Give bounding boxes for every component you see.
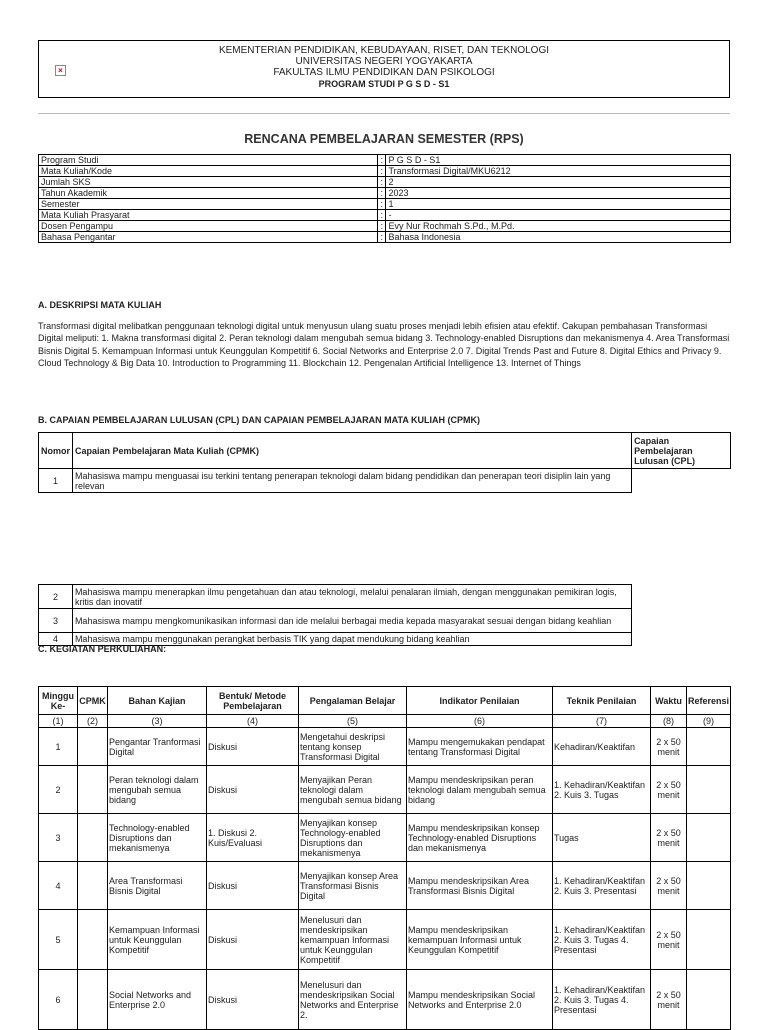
indikator-cell: Mampu mengemukakan pendapat tentang Transformasi Digital — [407, 728, 553, 766]
cpmk-text: Mahasiswa mampu menguasai isu terkini tentang penerapan teknologi dalam bidang pendidikan dan penerapan teori disiplin lain yang relevan — [73, 469, 632, 493]
waktu-cell: 2 x 50 menit — [651, 766, 687, 814]
week-number: 6 — [39, 970, 78, 1030]
info-value: Transformasi Digital/MKU6212 — [386, 166, 731, 177]
indikator-cell: Mampu mendeskripsikan peran teknologi dalam mengubah semua bidang — [407, 766, 553, 814]
info-separator: : — [378, 177, 386, 188]
program-name: PROGRAM STUDI P G S D - S1 — [318, 79, 450, 89]
referensi-cell — [687, 766, 731, 814]
indikator-cell: Mampu mendeskripsikan Social Networks and Enterprise 2.0 — [407, 970, 553, 1030]
cpmk-text: Mahasiswa mampu menerapkan ilmu pengetahuan dan atau teknologi, melalui penalaran ilmiah, dengan menggunakan pemikiran logis, kritis dan inovatif — [72, 585, 631, 609]
info-row — [39, 188, 731, 199]
metode-cell: 1. Diskusi 2. Kuis/Evaluasi — [207, 814, 299, 862]
col-number: (6) — [407, 715, 553, 728]
col-indikator: Indikator Penilaian — [407, 687, 553, 715]
info-row — [39, 155, 731, 166]
pengalaman-cell: Mengetahui deskripsi tentang konsep Transformasi Digital — [299, 728, 407, 766]
bahan-kajian-cell: Area Transformasi Bisnis Digital — [108, 862, 207, 910]
institution-header — [38, 40, 730, 98]
cpmk-number: 2 — [39, 585, 73, 609]
cpmk-text: Mahasiswa mampu menggunakan perangkat berbasis TIK yang dapat mendukung bidang keahlian — [72, 633, 631, 646]
week-number: 4 — [39, 862, 78, 910]
course-info-table — [38, 154, 731, 243]
referensi-cell — [687, 970, 731, 1030]
col-number: (4) — [207, 715, 299, 728]
week-number: 5 — [39, 910, 78, 970]
indikator-cell: Mampu mendeskripsikan kemampuan Informasi untuk Keunggulan Kompetitif — [407, 910, 553, 970]
info-value: Bahasa Indonesia — [386, 232, 731, 243]
activity-row — [39, 766, 731, 814]
metode-cell: Diskusi — [207, 862, 299, 910]
col-pengalaman: Pengalaman Belajar — [299, 687, 407, 715]
activity-row — [39, 862, 731, 910]
indikator-cell: Mampu mendeskripsikan Area Transformasi Bisnis Digital — [407, 862, 553, 910]
col-cpl: Capaian Pembelajaran Lulusan (CPL) — [632, 433, 731, 469]
info-separator: : — [378, 166, 386, 177]
col-number: (8) — [651, 715, 687, 728]
info-row — [39, 221, 731, 232]
info-value: P G S D - S1 — [386, 155, 731, 166]
info-label: Jumlah SKS — [39, 177, 378, 188]
metode-cell: Diskusi — [207, 766, 299, 814]
cpmk-number: 4 — [39, 633, 73, 646]
col-number: (9) — [687, 715, 731, 728]
university-name: UNIVERSITAS NEGERI YOGYAKARTA — [295, 56, 473, 67]
waktu-cell: 2 x 50 menit — [651, 970, 687, 1030]
cpmk-row — [39, 469, 731, 493]
activities-header-row — [39, 687, 731, 715]
referensi-cell — [687, 814, 731, 862]
referensi-cell — [687, 728, 731, 766]
col-number: (3) — [108, 715, 207, 728]
info-value: 2023 — [386, 188, 731, 199]
cpmk-cell — [78, 862, 108, 910]
cpmk-row — [39, 585, 632, 609]
teknik-cell: 1. Kehadiran/Keaktifan 2. Kuis 3. Tugas — [553, 766, 651, 814]
info-value: 2 — [386, 177, 731, 188]
teknik-cell: 1. Kehadiran/Keaktifan 2. Kuis 3. Presentasi — [553, 862, 651, 910]
col-number: (2) — [78, 715, 108, 728]
section-a-heading: A. DESKRIPSI MATA KULIAH — [38, 300, 162, 310]
bahan-kajian-cell: Social Networks and Enterprise 2.0 — [108, 970, 207, 1030]
cpmk-text: Mahasiswa mampu mengkomunikasikan informasi dan ide melalui berbagai media kepada masyarakat sesuai dengan bidang keahlian — [72, 609, 631, 633]
col-metode: Bentuk/ Metode Pembelajaran — [207, 687, 299, 715]
divider — [38, 113, 730, 114]
col-number: (7) — [553, 715, 651, 728]
teknik-cell: 1. Kehadiran/Keaktifan 2. Kuis 3. Tugas 4. Presentasi — [553, 910, 651, 970]
col-number: (5) — [299, 715, 407, 728]
course-description: Transformasi digital melibatkan penggunaan teknologi digital untuk menyusun ulang suatu proses menjadi lebih efisien atau efektif. Cakupan pembahasan Transformasi Digital meliputi: 1. Makna transformasi digital 2. Peran teknologi dalam mengubah semua bidang 3. Technology-enabled Disruptions dan mekanismenya 4. Area Transformasi Bisnis Digital 5. Kemampuan Informasi untuk Keunggulan Kompetitif 6. Social Networks and Enterprise 2.0 7. Digital Trends Past and Future 8. Digital Ethics and Privacy 9. Cloud Technology & Big Data 10. Introduction to Programming 11. Blockchain 12. Pengenalan Artificial Intelligence 13. Internet of Things — [38, 321, 730, 368]
waktu-cell: 2 x 50 menit — [651, 728, 687, 766]
info-label: Dosen Pengampu — [39, 221, 378, 232]
document-title: RENCANA PEMBELAJARAN SEMESTER (RPS) — [244, 132, 524, 146]
activity-row — [39, 910, 731, 970]
col-cpmk: Capaian Pembelajaran Mata Kuliah (CPMK) — [73, 433, 632, 469]
info-value: 1 — [386, 199, 731, 210]
activity-row — [39, 728, 731, 766]
activity-row — [39, 970, 731, 1030]
pengalaman-cell: Menelusuri dan mendeskripsikan Social Networks and Enterprise 2. — [299, 970, 407, 1030]
info-label: Program Studi — [39, 155, 378, 166]
week-number: 2 — [39, 766, 78, 814]
cpmk-row — [39, 609, 632, 633]
metode-cell: Diskusi — [207, 970, 299, 1030]
activities-table — [38, 686, 731, 1030]
cpmk-cell — [78, 970, 108, 1030]
info-separator: : — [378, 199, 386, 210]
metode-cell: Diskusi — [207, 910, 299, 970]
cpmk-number: 3 — [39, 609, 73, 633]
info-separator: : — [378, 210, 386, 221]
cpmk-header-row — [39, 433, 731, 469]
bahan-kajian-cell: Peran teknologi dalam mengubah semua bidang — [108, 766, 207, 814]
metode-cell: Diskusi — [207, 728, 299, 766]
week-number: 1 — [39, 728, 78, 766]
info-label: Bahasa Pengantar — [39, 232, 378, 243]
waktu-cell: 2 x 50 menit — [651, 814, 687, 862]
col-cpmk: CPMK — [78, 687, 108, 715]
cpmk-number: 1 — [39, 469, 73, 493]
teknik-cell: Tugas — [553, 814, 651, 862]
info-separator: : — [378, 232, 386, 243]
col-teknik: Teknik Penilaian — [553, 687, 651, 715]
pengalaman-cell: Menyajikan Peran teknologi dalam mengubah semua bidang — [299, 766, 407, 814]
ministry-name: KEMENTERIAN PENDIDIKAN, KEBUDAYAAN, RISET, DAN TEKNOLOGI — [218, 45, 550, 56]
col-minggu: Minggu Ke- — [39, 687, 78, 715]
info-separator: : — [378, 188, 386, 199]
info-row — [39, 232, 731, 243]
waktu-cell: 2 x 50 menit — [651, 910, 687, 970]
referensi-cell — [687, 862, 731, 910]
bahan-kajian-cell: Kemampuan Informasi untuk Keunggulan Kompetitif — [108, 910, 207, 970]
activity-row — [39, 814, 731, 862]
info-separator: : — [378, 221, 386, 232]
info-row — [39, 199, 731, 210]
info-row — [39, 210, 731, 221]
cpmk-cell — [78, 910, 108, 970]
col-waktu: Waktu — [651, 687, 687, 715]
waktu-cell: 2 x 50 menit — [651, 862, 687, 910]
info-separator: : — [378, 155, 386, 166]
activities-number-row — [39, 715, 731, 728]
info-label: Mata Kuliah Prasyarat — [39, 210, 378, 221]
bahan-kajian-cell: Technology-enabled Disruptions dan mekanismenya — [108, 814, 207, 862]
cpmk-cell — [78, 728, 108, 766]
info-row — [39, 177, 731, 188]
info-label: Semester — [39, 199, 378, 210]
week-number: 3 — [39, 814, 78, 862]
col-nomor: Nomor — [39, 433, 73, 469]
cpmk-cell — [78, 766, 108, 814]
broken-image-icon: × — [55, 65, 66, 76]
info-value: Evy Nur Rochmah S.Pd., M.Pd. — [386, 221, 731, 232]
referensi-cell — [687, 910, 731, 970]
col-number: (1) — [39, 715, 78, 728]
indikator-cell: Mampu mendeskripsikan konsep Technology-enabled Disruptions dan mekanismenya — [407, 814, 553, 862]
pengalaman-cell: Menyajikan konsep Technology-enabled Disruptions dan mekanismenya — [299, 814, 407, 862]
bahan-kajian-cell: Pengantar Tranformasi Digital — [108, 728, 207, 766]
cpl-empty — [632, 469, 731, 493]
info-row — [39, 166, 731, 177]
section-c-heading: C. KEGIATAN PERKULIAHAN: — [38, 644, 167, 654]
teknik-cell: Kehadiran/Keaktifan — [553, 728, 651, 766]
pengalaman-cell: Menyajikan konsep Area Transformasi Bisnis Digital — [299, 862, 407, 910]
info-label: Mata Kuliah/Kode — [39, 166, 378, 177]
cpmk-cell — [78, 814, 108, 862]
cpmk-table — [38, 432, 731, 493]
col-referensi: Referensi — [687, 687, 731, 715]
col-bahan-kajian: Bahan Kajian — [108, 687, 207, 715]
section-b-heading: B. CAPAIAN PEMBELAJARAN LULUSAN (CPL) DAN CAPAIAN PEMBELAJARAN MATA KULIAH (CPMK) — [38, 415, 480, 425]
teknik-cell: 1. Kehadiran/Keaktifan 2. Kuis 3. Tugas 4. Presentasi — [553, 970, 651, 1030]
info-label: Tahun Akademik — [39, 188, 378, 199]
faculty-name: FAKULTAS ILMU PENDIDIKAN DAN PSIKOLOGI — [273, 67, 495, 78]
cpmk-table-continued — [38, 584, 632, 646]
info-value: - — [386, 210, 731, 221]
pengalaman-cell: Menelusuri dan mendeskripsikan kemampuan Informasi untuk Keunggulan Kompetitif — [299, 910, 407, 970]
